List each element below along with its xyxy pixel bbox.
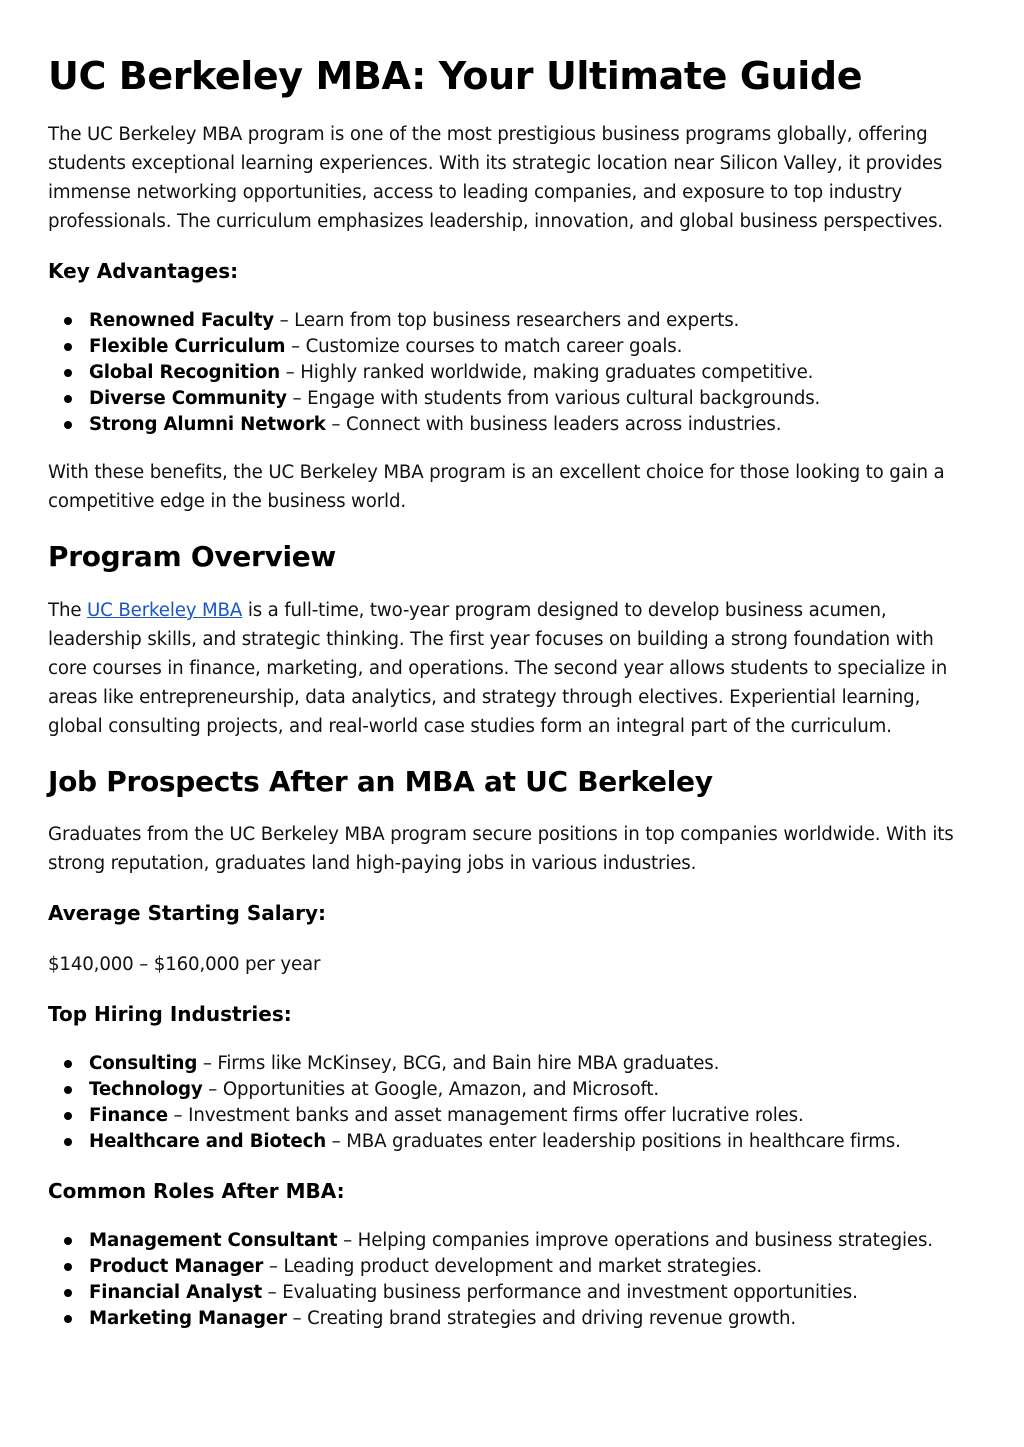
page-title: UC Berkeley MBA: Your Ultimate Guide — [48, 54, 863, 98]
list-item — [48, 386, 978, 412]
list-item — [48, 1280, 978, 1306]
program-overview-heading: Program Overview — [48, 540, 336, 573]
salary-value: $140,000 – $160,000 per year — [48, 954, 321, 975]
item-term: Renowned Faculty — [89, 310, 274, 331]
item-desc: – Customize courses to match career goals. — [285, 336, 683, 357]
item-desc: – Helping companies improve operations and business strategies. — [337, 1230, 933, 1251]
item-term: Healthcare and Biotech — [89, 1131, 327, 1152]
item-desc: – Highly ranked worldwide, making graduates competitive. — [280, 362, 814, 383]
item-term: Marketing Manager — [89, 1308, 287, 1329]
item-desc: – Engage with students from various cultural backgrounds. — [286, 388, 821, 409]
item-term: Financial Analyst — [89, 1282, 263, 1303]
item-desc: – Opportunities at Google, Amazon, and Microsoft. — [202, 1079, 660, 1100]
roles-list — [48, 1228, 978, 1332]
list-item — [48, 1051, 978, 1077]
item-term: Strong Alumni Network — [89, 414, 326, 435]
item-term: Global Recognition — [89, 362, 281, 383]
item-term: Management Consultant — [89, 1230, 338, 1251]
item-desc: – Leading product development and market strategies. — [263, 1256, 762, 1277]
program-overview-paragraph — [48, 596, 973, 741]
item-desc: – MBA graduates enter leadership positions in healthcare firms. — [326, 1131, 901, 1152]
item-desc: – Connect with business leaders across industries. — [325, 414, 782, 435]
item-desc: – Evaluating business performance and investment opportunities. — [262, 1282, 858, 1303]
job-prospects-heading: Job Prospects After an MBA at UC Berkeley — [48, 765, 713, 798]
list-item — [48, 1129, 978, 1155]
list-item — [48, 1103, 978, 1129]
intro-paragraph: The UC Berkeley MBA program is one of the most prestigious business programs globally, offering students exceptional learning experiences. With its strategic location near Silicon Valley, it provides immense networking opportunities, access to leading companies, and exposure to top industry professionals. The curriculum emphasizes leadership, innovation, and global business perspectives. — [48, 124, 944, 232]
list-item — [48, 412, 978, 438]
item-desc: – Firms like McKinsey, BCG, and Bain hire MBA graduates. — [197, 1053, 720, 1074]
item-term: Consulting — [89, 1053, 198, 1074]
advantages-summary: With these benefits, the UC Berkeley MBA program is an excellent choice for those looking to gain a competitive edge in the business world. — [48, 462, 945, 512]
industries-list — [48, 1051, 978, 1155]
list-item — [48, 334, 978, 360]
item-desc: – Creating brand strategies and driving revenue growth. — [286, 1308, 796, 1329]
salary-heading: Average Starting Salary: — [48, 901, 326, 925]
list-item — [48, 308, 978, 334]
item-term: Technology — [89, 1079, 203, 1100]
overview-body: is a full-time, two-year program designed to develop business acumen, leadership skills, and strategic thinking. The first year focuses on building a strong foundation with core courses in finance, marketing, and operations. The second year allows students to specialize in areas like entrepreneurship, data analytics, and strategy through electives. Experiential learning, global consulting projects, and real-world case studies form an integral part of the curriculum. — [48, 600, 948, 737]
item-desc: – Investment banks and asset management firms offer lucrative roles. — [167, 1105, 804, 1126]
list-item — [48, 1254, 978, 1280]
list-item — [48, 360, 978, 386]
item-term: Finance — [89, 1105, 168, 1126]
list-item — [48, 1306, 978, 1332]
overview-lead: The — [48, 600, 88, 621]
industries-heading: Top Hiring Industries: — [48, 1002, 292, 1026]
key-advantages-list — [48, 308, 978, 438]
item-term: Diverse Community — [89, 388, 287, 409]
item-term: Product Manager — [89, 1256, 264, 1277]
job-prospects-intro: Graduates from the UC Berkeley MBA program secure positions in top companies worldwide. With its strong reputation, graduates land high-paying jobs in various industries. — [48, 824, 954, 874]
uc-berkeley-mba-link[interactable]: UC Berkeley MBA — [87, 600, 243, 621]
item-term: Flexible Curriculum — [89, 336, 286, 357]
list-item — [48, 1228, 978, 1254]
roles-heading: Common Roles After MBA: — [48, 1179, 345, 1203]
item-desc: – Learn from top business researchers and experts. — [273, 310, 740, 331]
key-advantages-heading: Key Advantages: — [48, 259, 239, 283]
list-item — [48, 1077, 978, 1103]
